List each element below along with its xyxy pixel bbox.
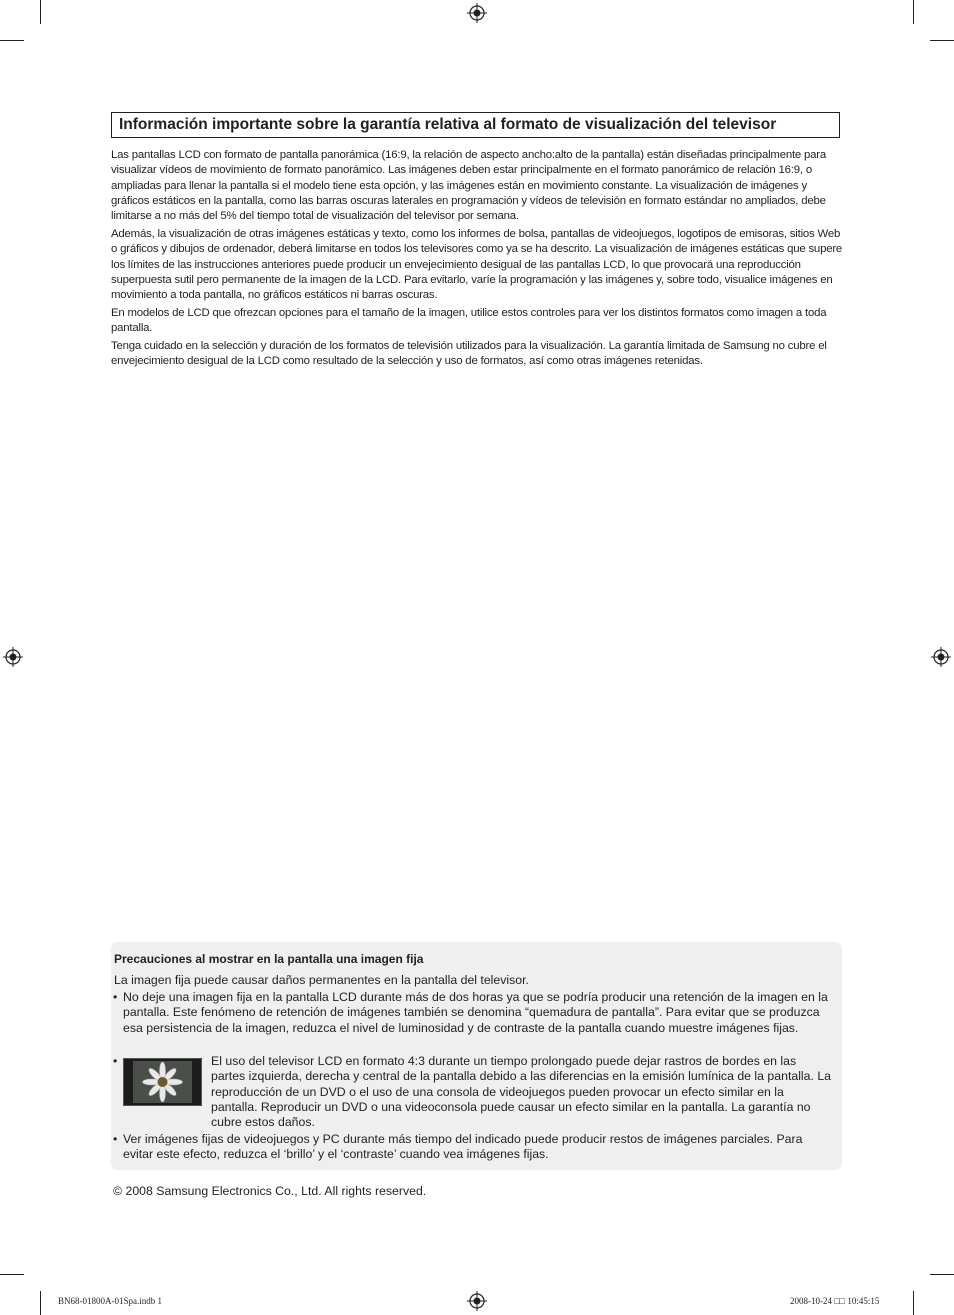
copyright-notice: © 2008 Samsung Electronics Co., Ltd. All rights reserved. xyxy=(113,1184,427,1198)
print-slug-file: BN68-01800A-01Spa.indb 1 xyxy=(58,1296,162,1306)
crop-mark-bottom-right-h xyxy=(930,1274,954,1275)
registration-mark-icon xyxy=(467,1291,487,1311)
crop-mark-bottom-left-h xyxy=(0,1274,24,1275)
crop-mark-top-right-h xyxy=(930,40,954,41)
paragraph: Además, la visualización de otras imágenes estáticas y texto, como los informes de bolsa, pantallas de videojuegos, logotipos de emisoras, sitios Web o gráficos y dibujos de ordenador, deberá limitarse en todos los televisores como ya se ha descrito. La visualización de imágenes estáticas que supere los límites de las instrucciones anteriores puede producir un envejecimiento desigual de las pantallas LCD, lo que provocará una reproducción superpuesta sutil pero permanente de la imagen de la LCD. Para evitarlo, varíe la programación y las imágenes y, sobre todo, visualice imágenes en movimiento a toda pantalla, no gráficos estáticos ni barras oscuras. xyxy=(111,227,843,302)
paragraph: Las pantallas LCD con formato de pantalla panorámica (16:9, la relación de aspecto ancho:alto de la pantalla) están diseñadas principalmente para visualizar vídeos de movimiento de formato panorámico. Las imágenes deben estar principalmente en el formato panorámico de relación 16:9, o ampliadas para llenar la pantalla si el modelo tiene esta opción, y las imágenes están en movimiento constante. La visualización de imágenes y gráficos estáticos en la pantalla, como las barras oscuras laterales en programación y vídeos de televisión en formato estándar no ampliados, debe limitarse a no más del 5% del tiempo total de visualización del televisor por semana. xyxy=(111,149,827,223)
paragraph: Tenga cuidado en la selección y duración de los formatos de televisión utilizados para la visualización. La garantía limitada de Samsung no cubre el envejecimiento desigual de la LCD como resultado de la selección y uso de formatos, así como otras imágenes retenidas. xyxy=(111,340,827,368)
paragraph: En modelos de LCD que ofrezcan opciones para el tamaño de la imagen, utilice estos controles para ver los distintos formatos como imagen a toda pantalla. xyxy=(111,306,827,335)
warranty-body xyxy=(111,148,843,372)
list-item-text: El uso del televisor LCD en formato 4:3 durante un tiempo prolongado puede dejar rastros de bordes en las partes izquierda, derecha y central de la pantalla debido a las diferencias en la emisión lumínica de la pantalla. La reproducción de un DVD o el uso de una consola de videojuegos pueden provocar un efecto similar en la pantalla. Reproducir un DVD o una videoconsola puede causar un efecto similar en la pantalla. La garantía no cubre estos daños. xyxy=(211,1054,832,1130)
flower-on-tv-image xyxy=(123,1058,202,1106)
crop-mark-bottom-left xyxy=(40,1291,41,1315)
page-title: Información importante sobre la garantía relativa al formato de visualización del televisor xyxy=(111,112,840,138)
note-title: Precauciones al mostrar en la pantalla una imagen fija xyxy=(114,952,424,966)
crop-mark-top-left xyxy=(40,0,41,24)
crop-mark-bottom-right xyxy=(913,1291,914,1315)
bullet-icon: • xyxy=(113,1132,118,1146)
note-intro: La imagen fija puede causar daños permanentes en la pantalla del televisor. xyxy=(114,973,529,987)
list-item-text: Ver imágenes fijas de videojuegos y PC durante más tiempo del indicado puede producir restos de imágenes parciales. Para evitar este efecto, reduzca el ‘brillo’ y el ‘contraste’ cuando vea imágenes fijas. xyxy=(123,1132,803,1162)
crop-mark-top-right xyxy=(913,0,914,24)
registration-mark-icon xyxy=(931,647,951,667)
bullet-icon: • xyxy=(113,1054,118,1068)
crop-mark-top-left-h xyxy=(0,40,24,41)
registration-mark-icon xyxy=(3,647,23,667)
still-image-precautions-panel xyxy=(111,942,842,1170)
print-slug-datetime: 2008-10-24 □□ 10:45:15 xyxy=(790,1296,880,1306)
list-item-text: No deje una imagen fija en la pantalla LCD durante más de dos horas ya que se podría producir una retención de la imagen en la pantalla. Este fenómeno de retención de imágenes también se denomina “quemadura de pantalla”. Para evitar que se produzca esa persistencia de la imagen, reduzca el nivel de luminosidad y de contraste de la pantalla cuando muestre imágenes fijas. xyxy=(123,990,828,1035)
registration-mark-icon xyxy=(467,3,487,23)
bullet-icon: • xyxy=(113,990,118,1004)
